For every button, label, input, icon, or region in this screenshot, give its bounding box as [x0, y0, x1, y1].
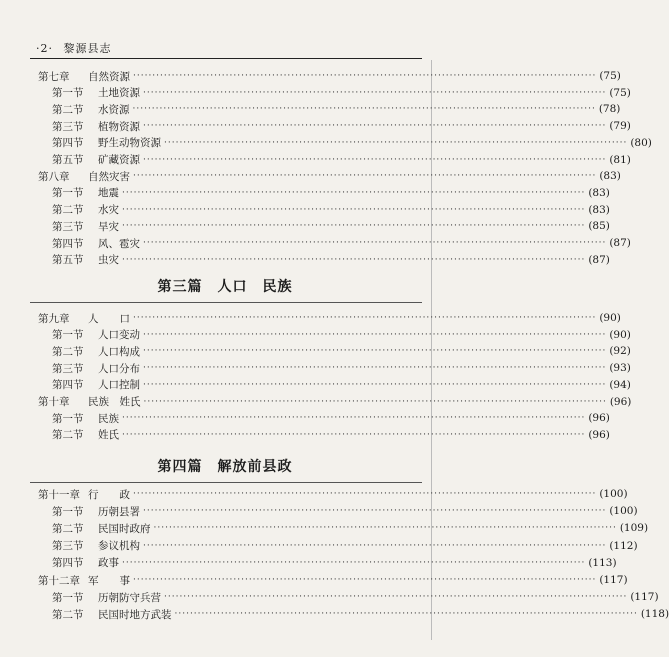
part-rule-3 [30, 302, 422, 303]
section-title: 旱灾 [98, 220, 119, 233]
toc-chapter-row[interactable] [38, 168, 621, 184]
toc-section-row[interactable] [52, 555, 617, 571]
toc-section-row[interactable] [52, 118, 631, 134]
dot-leader: ························································································································ [143, 329, 607, 340]
toc-entry-heading [52, 185, 119, 200]
toc-entry-heading [52, 327, 140, 342]
toc-entry-heading [52, 236, 140, 251]
dot-leader: ························································································································ [122, 429, 586, 440]
toc-entry-heading [52, 135, 161, 150]
section-label: 第二节 [52, 429, 84, 442]
toc-entry-heading [52, 219, 119, 234]
section-title: 人口构成 [98, 345, 140, 358]
dot-leader: ························································································································ [133, 71, 597, 81]
section-title: 虫灾 [98, 254, 119, 267]
page-ref: (117) [630, 591, 659, 604]
toc-section-row[interactable] [52, 427, 610, 443]
section-title: 植物资源 [98, 120, 140, 133]
section-label: 第五节 [52, 154, 84, 166]
toc-entry-heading [52, 607, 172, 622]
dot-leader: ························································································································ [133, 575, 597, 585]
section-label: 第三节 [52, 362, 84, 375]
section-label: 第四节 [52, 137, 84, 150]
toc-chapter-row[interactable] [38, 394, 632, 410]
section-label: 第二节 [52, 522, 84, 535]
toc-entry-heading [52, 590, 161, 605]
section-label: 第一节 [52, 591, 84, 604]
dot-leader: ························································································································ [122, 187, 586, 198]
toc-entry-heading [38, 169, 130, 184]
section-label: 第三节 [52, 540, 84, 553]
section-title: 人口变动 [98, 329, 140, 342]
page-ref: (92) [609, 345, 631, 358]
dot-leader: ························································································································ [143, 87, 607, 98]
toc-section-row[interactable] [52, 152, 631, 168]
toc-section-row[interactable] [52, 218, 610, 234]
page-ref: (93) [609, 362, 631, 375]
page-number: ·2· [36, 42, 53, 55]
dot-leader: ························································································································ [143, 363, 607, 374]
toc-section-row[interactable] [52, 101, 621, 117]
toc-entry-heading [38, 394, 141, 409]
section-label: 第一节 [52, 329, 84, 342]
dot-leader: ························································································································ [143, 379, 607, 390]
section-label: 第二节 [52, 345, 84, 358]
page-ref: (109) [619, 522, 649, 535]
toc-section-row[interactable] [52, 202, 610, 218]
dot-leader: ························································································································ [153, 523, 617, 534]
part-rule-4 [30, 482, 422, 483]
section-title: 民国时政府 [98, 522, 151, 535]
toc-section-row[interactable] [52, 520, 649, 536]
page-ref: (83) [588, 203, 610, 216]
toc-chapter-row[interactable] [38, 486, 628, 502]
page-ref: (94) [609, 378, 631, 391]
toc-chapter-row[interactable] [38, 68, 621, 84]
page-ref: (83) [588, 186, 610, 199]
book-title: 黎源县志 [63, 42, 112, 55]
chapter-label: 第十二章 [38, 574, 80, 587]
section-title: 地震 [98, 187, 119, 200]
toc-chapter-row[interactable] [38, 572, 628, 588]
section-label: 第一节 [52, 412, 84, 425]
section-label: 第三节 [52, 120, 84, 133]
dot-leader: ························································································································ [143, 154, 607, 165]
toc-entry-heading [38, 311, 130, 326]
toc-section-row[interactable] [52, 185, 610, 201]
page-ref: (90) [609, 328, 631, 341]
toc-entry-heading [38, 487, 130, 502]
toc-section-row[interactable] [52, 235, 631, 251]
page-ref: (100) [609, 505, 638, 518]
page-ref: (80) [630, 136, 652, 149]
section-label: 第一节 [52, 87, 84, 100]
dot-leader: ························································································································ [143, 506, 607, 517]
chapter-title: 自然灾害 [88, 170, 130, 183]
page-ref: (112) [609, 539, 638, 552]
section-label: 第一节 [52, 505, 84, 518]
toc-section-row[interactable] [52, 327, 631, 343]
dot-leader: ························································································································ [164, 592, 628, 603]
page-ref: (87) [588, 253, 610, 266]
dot-leader: ························································································································ [122, 413, 586, 424]
section-title: 民族 [98, 412, 119, 425]
page-ref: (96) [609, 395, 632, 408]
chapter-title: 军 事 [88, 574, 130, 587]
toc-entry-heading [52, 202, 119, 217]
toc-entry-heading [52, 411, 119, 426]
dot-leader: ························································································································ [143, 346, 607, 357]
toc-entry-heading [38, 69, 130, 84]
toc-entry-heading [52, 504, 140, 519]
section-title: 土地资源 [98, 87, 140, 100]
toc-section-row[interactable] [52, 85, 631, 101]
chapter-label: 第十一章 [38, 488, 80, 501]
chapter-title: 自然资源 [88, 70, 130, 83]
section-title: 政事 [98, 557, 119, 570]
dot-leader: ························································································································ [143, 396, 607, 407]
section-title: 野生动物资源 [98, 137, 161, 150]
toc-entry-heading [52, 102, 130, 117]
toc-entry-heading [38, 573, 130, 588]
section-title: 姓氏 [98, 429, 119, 442]
page-ref: (118) [640, 608, 669, 621]
toc-section-row[interactable] [52, 538, 638, 554]
toc-entry-heading [52, 361, 140, 376]
dot-leader: ························································································································ [164, 137, 628, 148]
page-header [36, 40, 112, 56]
section-title: 风、雹灾 [98, 237, 140, 250]
dot-leader: ························································································································ [143, 121, 607, 132]
dot-leader: ························································································································ [122, 204, 586, 215]
page-ref: (96) [588, 412, 610, 425]
dot-leader: ························································································································ [132, 104, 596, 115]
toc-entry-heading [52, 377, 140, 392]
chapter-label: 第十章 [38, 396, 70, 408]
toc-entry-heading [52, 85, 140, 100]
page-ref: (96) [588, 428, 610, 441]
toc-section-row[interactable] [52, 410, 610, 426]
toc-section-row[interactable] [52, 589, 659, 605]
part-title-3: 第三篇 人口 民族 [157, 279, 293, 295]
toc-entry-heading [52, 555, 119, 570]
toc-entry-heading [52, 521, 151, 536]
chapter-label: 第九章 [38, 312, 70, 325]
dot-leader: ························································································································ [143, 238, 607, 248]
dot-leader: ························································································································ [133, 313, 597, 323]
section-title: 矿藏资源 [98, 154, 140, 166]
page-ref: (113) [588, 556, 617, 569]
toc-entry-heading [52, 344, 140, 359]
section-label: 第四节 [52, 557, 84, 570]
section-label: 第四节 [52, 237, 84, 250]
section-title: 民国时地方武装 [98, 608, 172, 621]
section-title: 水资源 [98, 103, 130, 116]
section-title: 历朝防守兵营 [98, 591, 161, 604]
dot-leader: ························································································································ [122, 557, 586, 568]
toc-section-row[interactable] [52, 360, 631, 376]
section-label: 第二节 [52, 608, 84, 621]
toc-section-row[interactable] [52, 503, 638, 519]
toc-chapter-row[interactable] [38, 310, 621, 326]
page-ref: (87) [609, 237, 631, 249]
header-rule [30, 58, 422, 59]
section-label: 第三节 [52, 220, 84, 233]
toc-entry-heading [52, 119, 140, 134]
toc-section-row[interactable] [52, 377, 631, 393]
chapter-title: 行 政 [88, 488, 130, 501]
section-label: 第二节 [52, 103, 84, 116]
toc-entry-heading [52, 538, 140, 553]
section-label: 第一节 [52, 187, 84, 200]
page-ref: (81) [609, 153, 631, 166]
page-ref: (100) [599, 488, 628, 500]
toc-section-row[interactable] [52, 252, 610, 268]
section-title: 水灾 [98, 204, 119, 217]
chapter-label: 第八章 [38, 170, 70, 183]
page-ref: (78) [598, 103, 621, 116]
toc-entry-heading [52, 427, 119, 442]
chapter-label: 第七章 [38, 70, 70, 83]
toc-entry-heading [52, 152, 140, 167]
section-title: 人口分布 [98, 362, 140, 375]
section-title: 人口控制 [98, 379, 140, 392]
section-label: 第五节 [52, 254, 84, 267]
page-ref: (75) [609, 86, 631, 99]
page-ref: (83) [599, 170, 621, 183]
toc-section-row[interactable] [52, 135, 652, 151]
toc-section-row[interactable] [52, 343, 631, 359]
dot-leader: ························································································································ [133, 489, 597, 499]
toc-section-row[interactable] [52, 606, 669, 622]
page-ref: (85) [588, 220, 610, 233]
dot-leader: ························································································································ [133, 171, 597, 182]
chapter-title: 人 口 [88, 312, 130, 325]
section-title: 参议机构 [98, 540, 140, 553]
dot-leader: ························································································································ [122, 221, 586, 232]
dot-leader: ························································································································ [122, 254, 586, 265]
dot-leader: ························································································································ [174, 609, 638, 620]
chapter-title: 民族 姓氏 [88, 396, 141, 408]
toc-entry-heading [52, 252, 119, 267]
section-label: 第四节 [52, 379, 84, 392]
page-ref: (79) [609, 120, 631, 133]
section-label: 第二节 [52, 204, 84, 217]
section-title: 历朝县署 [98, 505, 140, 518]
page-ref: (75) [599, 70, 621, 82]
part-title-4: 第四篇 解放前县政 [157, 459, 293, 475]
dot-leader: ························································································································ [143, 540, 607, 551]
page-ref: (90) [599, 312, 621, 324]
page-ref: (117) [599, 574, 628, 586]
